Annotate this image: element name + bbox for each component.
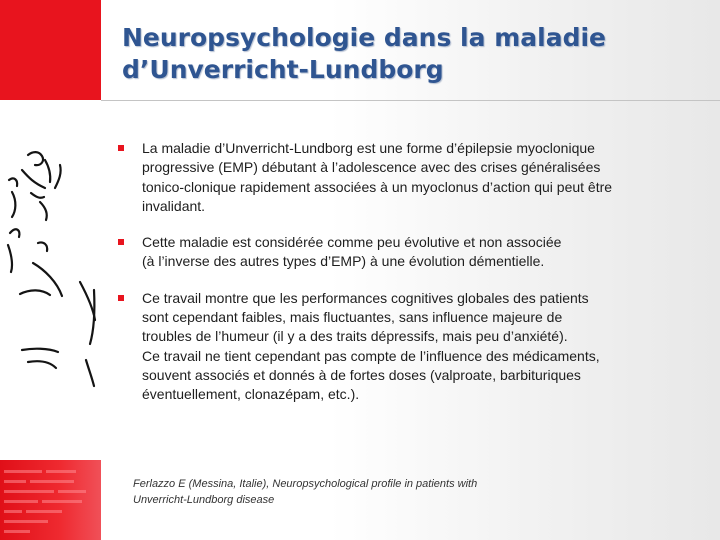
reference-citation	[133, 476, 477, 508]
bullet-line: éventuellement, clonazépam, etc.).	[142, 386, 360, 403]
bullet-line: sont cependant faibles, mais fluctuantes, sans influence majeure de	[142, 309, 563, 326]
bullet-line: Ce travail ne tient cependant pas compte de l’influence des médicaments,	[142, 347, 600, 364]
dancing-figure-icon	[0, 100, 101, 460]
reference-line: Ferlazzo E (Messina, Italie), Neuropsychological profile in patients with	[133, 478, 478, 490]
bullet-line: souvent associés et donnés à de fortes doses (valproate, barbituriques	[142, 366, 581, 383]
slide-title-line: Neuropsychologie dans la maladie	[122, 23, 606, 52]
bullet-line: progressive (EMP) débutant à l’adolescence avec des crises généralisées	[142, 159, 601, 176]
bullet-square-icon	[118, 239, 124, 245]
top-left-red-block	[0, 0, 101, 100]
bullet-list	[118, 139, 678, 422]
title-divider	[101, 100, 720, 101]
bullet-line: invalidant.	[142, 197, 206, 214]
bullet-square-icon	[118, 145, 124, 151]
bullet-square-icon	[118, 295, 124, 301]
bottom-left-red-block	[0, 460, 101, 540]
bullet-item	[118, 289, 678, 405]
bullet-line: tonico-clonique rapidement associées à un myoclonus d’action qui peut être	[142, 178, 613, 195]
bullet-line: troubles de l’humeur (il y a des traits dépressifs, mais peu d’anxiété).	[142, 328, 568, 345]
bullet-line: (à l’inverse des autres types d’EMP) à une évolution démentielle.	[142, 253, 545, 270]
bullet-line: La maladie d’Unverricht-Lundborg est une forme d’épilepsie myoclonique	[142, 140, 595, 156]
decorative-text-pattern	[0, 460, 101, 540]
bullet-item	[118, 139, 678, 216]
bullet-line: Cette maladie est considérée comme peu évolutive et non associée	[142, 234, 562, 251]
reference-line: Unverricht-Lundborg disease	[133, 494, 275, 506]
bullet-item	[118, 233, 678, 272]
bullet-line: Ce travail montre que les performances cognitives globales des patients	[142, 289, 589, 306]
slide-title	[122, 22, 702, 86]
slide-title-line: d’Unverricht-Lundborg	[122, 55, 444, 84]
